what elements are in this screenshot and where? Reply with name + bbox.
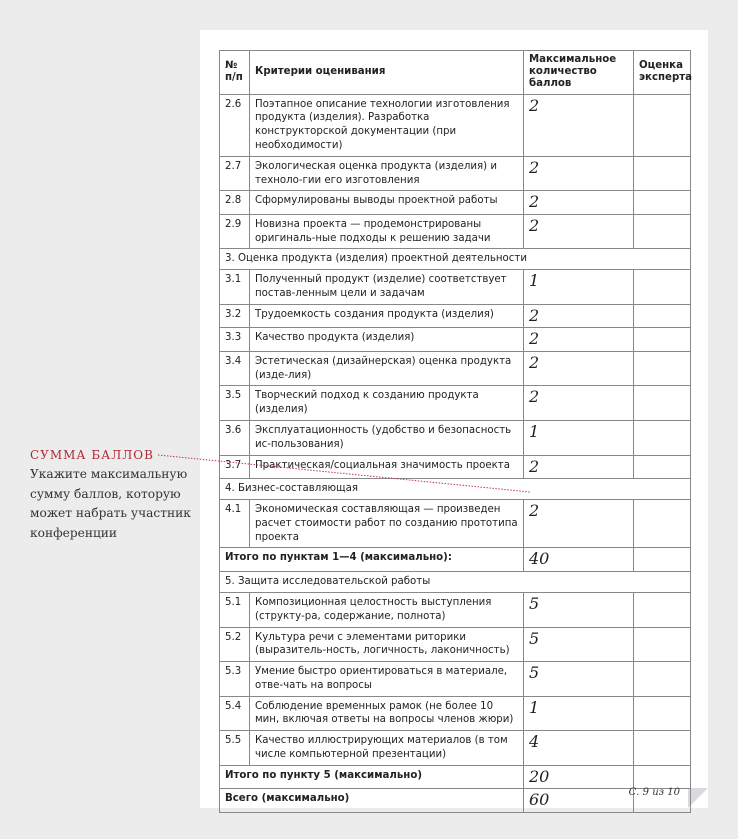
section-title: 5. Защита исследовательской работы <box>220 571 691 592</box>
item-number: 5.5 <box>220 731 250 766</box>
item-number: 5.4 <box>220 696 250 731</box>
max-score: 2 <box>524 328 634 352</box>
max-score: 5 <box>524 592 634 627</box>
criterion-text: Творческий подход к созданию продукта (изделия) <box>250 386 524 421</box>
criterion-text: Сформулированы выводы проектной работы <box>250 191 524 215</box>
total-label: Всего (максимально) <box>220 789 524 813</box>
criterion-text: Композиционная целостность выступления (структу-ра, содержание, полнота) <box>250 592 524 627</box>
item-number: 3.5 <box>220 386 250 421</box>
max-score: 2 <box>524 304 634 328</box>
item-number: 3.6 <box>220 420 250 455</box>
annotation-text: Укажите максимальную сумму баллов, которую может набрать участник конференции <box>30 467 191 540</box>
max-score: 2 <box>524 156 634 191</box>
max-score: 2 <box>524 94 634 156</box>
max-score: 20 <box>524 765 634 789</box>
item-number: 5.1 <box>220 592 250 627</box>
header-max-score: Максимальное количество баллов <box>524 51 634 95</box>
annotation-title: СУММА БАЛЛОВ <box>30 448 154 462</box>
max-score: 1 <box>524 270 634 305</box>
max-score: 2 <box>524 351 634 386</box>
item-number: 3.4 <box>220 351 250 386</box>
max-score: 2 <box>524 214 634 249</box>
criterion-text: Эксплуатационность (удобство и безопасность ис-пользования) <box>250 420 524 455</box>
max-score: 60 <box>524 789 634 813</box>
header-expert-score: Оценка эксперта <box>634 51 691 95</box>
criterion-text: Трудоемкость создания продукта (изделия) <box>250 304 524 328</box>
item-number: 2.8 <box>220 191 250 215</box>
criterion-text: Качество иллюстрирующих материалов (в том числе компьютерной презентации) <box>250 731 524 766</box>
max-score: 5 <box>524 662 634 697</box>
item-number: 5.2 <box>220 627 250 662</box>
total-label: Итого по пункту 5 (максимально) <box>220 765 524 789</box>
item-number: 2.6 <box>220 94 250 156</box>
criterion-text: Соблюдение временных рамок (не более 10 мин, включая ответы на вопросы членов жюри) <box>250 696 524 731</box>
section-title: 4. Бизнес-составляющая <box>220 479 691 500</box>
criterion-text: Эстетическая (дизайнерская) оценка продукта (изде-лия) <box>250 351 524 386</box>
criterion-text: Поэтапное описание технологии изготовления продукта (изделия). Разработка конструкторской документации (при необходимости) <box>250 94 524 156</box>
header-number: № п/п <box>220 51 250 95</box>
item-number: 2.7 <box>220 156 250 191</box>
max-score: 1 <box>524 696 634 731</box>
item-number: 3.7 <box>220 455 250 479</box>
criterion-text: Практическая/социальная значимость проекта <box>250 455 524 479</box>
criterion-text: Полученный продукт (изделие) соответствует постав-ленным цели и задачам <box>250 270 524 305</box>
max-score: 2 <box>524 386 634 421</box>
section-title: 3. Оценка продукта (изделия) проектной деятельности <box>220 249 691 270</box>
header-criteria: Критерии оценивания <box>250 51 524 95</box>
item-number: 2.9 <box>220 214 250 249</box>
max-score: 1 <box>524 420 634 455</box>
max-score: 2 <box>524 191 634 215</box>
max-score: 40 <box>524 548 634 572</box>
item-number: 3.1 <box>220 270 250 305</box>
criterion-text: Новизна проекта — продемонстрированы оригиналь-ные подходы к решению задачи <box>250 214 524 249</box>
max-score: 4 <box>524 731 634 766</box>
criterion-text: Экономическая составляющая — произведен расчет стоимости работ по созданию прототипа проекта <box>250 500 524 548</box>
max-score: 5 <box>524 627 634 662</box>
criterion-text: Экологическая оценка продукта (изделия) и техноло-гии его изготовления <box>250 156 524 191</box>
item-number: 4.1 <box>220 500 250 548</box>
max-score: 2 <box>524 455 634 479</box>
item-number: 3.2 <box>220 304 250 328</box>
item-number: 3.3 <box>220 328 250 352</box>
criterion-text: Качество продукта (изделия) <box>250 328 524 352</box>
max-score: 2 <box>524 500 634 548</box>
page-number: С. 9 из 10 <box>628 787 680 798</box>
item-number: 5.3 <box>220 662 250 697</box>
criterion-text: Культура речи с элементами риторики (выразитель-ность, логичность, лаконичность) <box>250 627 524 662</box>
criterion-text: Умение быстро ориентироваться в материале, отве-чать на вопросы <box>250 662 524 697</box>
total-label: Итого по пунктам 1—4 (максимально): <box>220 548 524 572</box>
